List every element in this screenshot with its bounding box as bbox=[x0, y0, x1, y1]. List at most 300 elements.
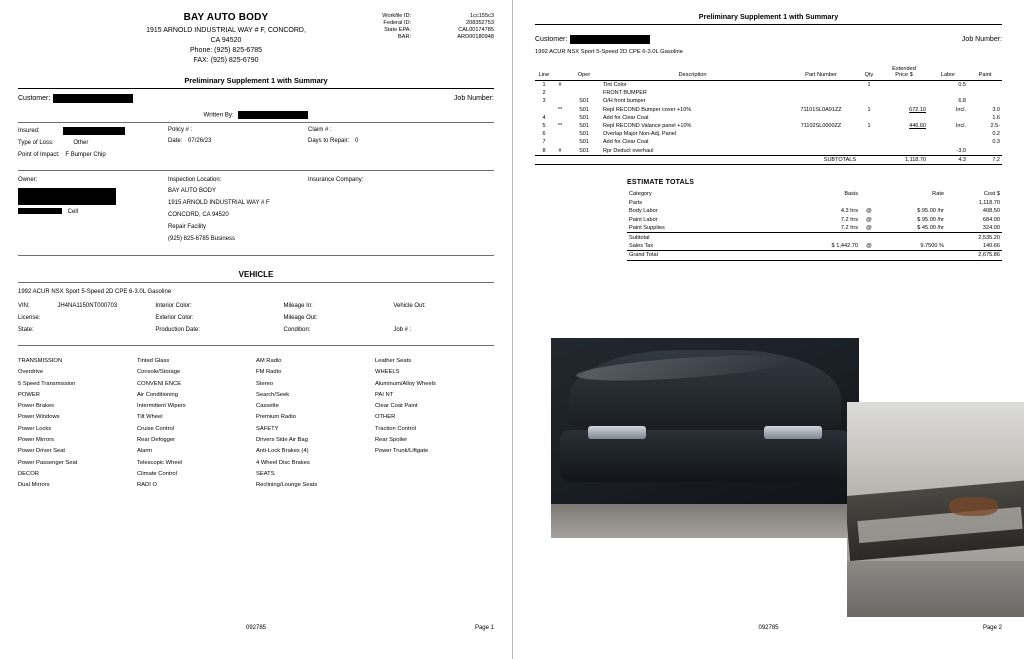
totals-category: Subtotal bbox=[629, 234, 650, 241]
owner-phone-label: Cell bbox=[67, 208, 79, 215]
cell-labor bbox=[928, 138, 968, 146]
option-item: FM Radio bbox=[256, 369, 282, 376]
option-item: SEATS bbox=[256, 470, 275, 477]
cell-paint bbox=[968, 97, 1002, 105]
options-column-3 bbox=[256, 356, 375, 492]
totals-category: Body Labor bbox=[629, 208, 658, 215]
option-item: Power Driver Seat bbox=[18, 448, 66, 455]
totals-row bbox=[627, 242, 1002, 251]
inspection-line: Repair Facility bbox=[168, 223, 207, 230]
option-item: Tinted Glass bbox=[137, 357, 170, 364]
cell-labor bbox=[928, 114, 968, 122]
col-header-extended-line2: Price $ bbox=[895, 72, 913, 78]
cell-part: 71101SL0A91ZZ bbox=[800, 106, 842, 113]
cell-qty bbox=[858, 130, 880, 138]
divider bbox=[535, 24, 1002, 25]
meta-label: State EPA: bbox=[384, 26, 412, 33]
subtotals-label: SUBTOTALS bbox=[535, 155, 858, 164]
insurance-company-label: Insurance Company: bbox=[308, 176, 364, 183]
totals-at bbox=[860, 233, 878, 242]
cell-qty bbox=[858, 114, 880, 122]
customer-name-redaction bbox=[570, 35, 650, 44]
col-header-extended bbox=[880, 65, 928, 81]
cell-oper: S01 bbox=[579, 123, 589, 130]
option-item: CONVENI ENCE bbox=[137, 380, 182, 387]
owner-block bbox=[18, 177, 168, 248]
cell-qty bbox=[858, 147, 880, 156]
table-row bbox=[535, 122, 1002, 130]
totals-rate bbox=[878, 251, 946, 260]
cell-line: 7 bbox=[542, 139, 546, 146]
cell-part bbox=[784, 138, 858, 146]
totals-rate bbox=[878, 199, 946, 207]
footer-code: 092785 bbox=[245, 625, 267, 631]
cell-hash bbox=[553, 114, 567, 122]
subtotals-extended: 1,118.70 bbox=[880, 155, 928, 164]
inspection-line: CONCORD, CA 94520 bbox=[168, 211, 229, 218]
production-date-label: Production Date: bbox=[155, 326, 201, 333]
written-by-label: Written By: bbox=[203, 111, 234, 119]
cell-hash bbox=[553, 130, 567, 138]
mileage-out-field bbox=[283, 315, 393, 323]
condition-label: Condition: bbox=[283, 326, 311, 333]
cell-line: 2 bbox=[542, 90, 546, 97]
subtotals-labor: 4.3 bbox=[928, 155, 968, 164]
subtotals-row bbox=[535, 155, 1002, 164]
totals-rate: $ 95.00 /hr bbox=[917, 208, 944, 215]
cell-paint bbox=[968, 89, 1002, 97]
option-item: Search/Seek bbox=[256, 391, 290, 398]
totals-basis: $ 1,442.70 bbox=[790, 242, 860, 251]
cell-oper: S01 bbox=[579, 139, 589, 146]
divider bbox=[18, 88, 494, 89]
interior-color-label: Interior Color: bbox=[155, 303, 192, 310]
shop-address-line-1: 1915 ARNOLD INDUSTRIAL WAY # F, CONCORD, bbox=[146, 27, 306, 34]
option-item: PAI NT bbox=[375, 391, 394, 398]
days-to-repair-label: Days to Repair: bbox=[308, 138, 350, 145]
cell-oper bbox=[567, 81, 601, 90]
cell-labor bbox=[928, 130, 968, 138]
cell-part bbox=[784, 97, 858, 105]
photo-section bbox=[535, 338, 1024, 618]
option-item: Console/Storage bbox=[137, 369, 181, 376]
meta-label: Federal ID: bbox=[383, 20, 412, 27]
table-row bbox=[535, 130, 1002, 138]
cell-paint bbox=[968, 147, 1002, 156]
cell-qty bbox=[858, 89, 880, 97]
meta-row bbox=[344, 33, 494, 40]
estimate-totals-block bbox=[627, 179, 1002, 261]
meta-value: CAL00174785 bbox=[458, 26, 494, 33]
table-row bbox=[535, 97, 1002, 105]
totals-basis bbox=[790, 251, 860, 260]
exterior-color-field bbox=[155, 315, 283, 323]
option-item: Rear Spoiler bbox=[375, 436, 408, 443]
type-of-loss-value: Other bbox=[73, 139, 89, 146]
option-item: Power Passenger Seat bbox=[18, 459, 78, 466]
written-by-redaction bbox=[238, 111, 308, 119]
options-column-4 bbox=[375, 356, 494, 492]
option-item: Rear Defogger bbox=[137, 436, 176, 443]
mileage-out-label: Mileage Out: bbox=[283, 315, 318, 322]
cell-line: 8 bbox=[535, 147, 553, 156]
production-date-field bbox=[155, 327, 283, 335]
totals-category: Paint Labor bbox=[629, 216, 658, 223]
cell-oper: S01 bbox=[579, 106, 589, 113]
photo-road-shape bbox=[551, 504, 859, 538]
vehicle-out-field bbox=[393, 303, 494, 311]
license-field bbox=[18, 315, 155, 323]
claim-col-3 bbox=[308, 127, 428, 164]
totals-header-row bbox=[627, 190, 1002, 199]
totals-at: @ bbox=[860, 242, 878, 251]
options-column-2 bbox=[137, 356, 256, 492]
page2-footer bbox=[535, 625, 1002, 631]
interior-color-field bbox=[155, 303, 283, 311]
cell-labor bbox=[928, 89, 968, 97]
workfile-meta bbox=[344, 10, 494, 40]
col-header-rate: Rate bbox=[932, 190, 944, 197]
cell-hash: # bbox=[553, 81, 567, 90]
photo-damage-spot-shape bbox=[949, 497, 997, 516]
date-value: 07/26/23 bbox=[188, 138, 212, 145]
cell-description: Tint Color bbox=[601, 81, 784, 90]
option-item: POWER bbox=[18, 391, 40, 398]
option-item: Premium Radio bbox=[256, 414, 296, 421]
totals-row bbox=[627, 199, 1002, 207]
totals-cost: 2,675.86 bbox=[946, 251, 1002, 260]
option-item: Aluminum/Alloy Wheels bbox=[375, 380, 436, 387]
claim-col-1 bbox=[18, 127, 168, 164]
owner-inspection-grid bbox=[18, 177, 494, 248]
mileage-in-label: Mileage In: bbox=[283, 303, 313, 310]
totals-row bbox=[627, 207, 1002, 215]
option-item: 5 Speed Transmission bbox=[18, 380, 76, 387]
totals-basis: 7.2 hrs bbox=[840, 216, 858, 223]
totals-category: Sales Tax bbox=[627, 242, 790, 251]
cell-extended bbox=[880, 114, 928, 122]
option-item: TRANSMISSION bbox=[18, 357, 63, 364]
page2-title: Preliminary Supplement 1 with Summary bbox=[698, 12, 839, 21]
option-item: 4 Wheel Disc Brakes bbox=[256, 459, 310, 466]
vin-label: VIN: bbox=[18, 303, 30, 310]
cell-line: 6 bbox=[542, 131, 546, 138]
vehicle-col-2 bbox=[155, 303, 283, 339]
option-item: Cassette bbox=[256, 403, 279, 410]
cell-qty bbox=[858, 97, 880, 105]
cell-labor: 6.8 bbox=[958, 98, 966, 105]
cell-hash bbox=[553, 97, 567, 105]
cell-description: O/H front bumper bbox=[603, 98, 646, 105]
license-label: License: bbox=[18, 315, 41, 322]
meta-value: ARD00180948 bbox=[457, 33, 494, 40]
option-item: Alarm bbox=[137, 448, 153, 455]
totals-basis: 4.3 hrs bbox=[840, 208, 858, 215]
totals-category: Paint Supplies bbox=[627, 224, 790, 233]
option-item: WHEELS bbox=[375, 369, 400, 376]
divider bbox=[18, 345, 494, 346]
col-header-paint: Paint bbox=[978, 72, 992, 78]
cell-hash: ** bbox=[557, 123, 563, 130]
line-items-header-row bbox=[535, 65, 1002, 81]
option-item: Intermittent Wipers bbox=[137, 403, 186, 410]
cell-extended bbox=[880, 89, 928, 97]
inspection-label: Inspection Location: bbox=[168, 176, 222, 183]
option-item: Overdrive bbox=[18, 369, 44, 376]
cell-description: FRONT BUMPER bbox=[603, 90, 647, 97]
cell-line: 3 bbox=[542, 98, 546, 105]
mileage-in-field bbox=[283, 303, 393, 311]
cell-part bbox=[784, 130, 858, 138]
totals-basis bbox=[790, 233, 860, 242]
totals-rate: 9.7500 % bbox=[878, 242, 946, 251]
type-of-loss-label: Type of Loss: bbox=[18, 139, 54, 146]
state-field bbox=[18, 327, 155, 335]
option-item: DECOR bbox=[18, 470, 39, 477]
col-header-hash bbox=[553, 65, 567, 81]
totals-cost: 324.00 bbox=[946, 224, 1002, 233]
table-row bbox=[535, 89, 1002, 97]
insurance-company-block bbox=[308, 177, 428, 248]
totals-row bbox=[627, 216, 1002, 224]
cell-description: Repl RECOND Bumper cover +10% bbox=[603, 106, 692, 113]
cell-paint: 1.6 bbox=[992, 114, 1000, 121]
cell-qty: 1 bbox=[858, 81, 880, 90]
cell-labor: Incl. bbox=[955, 106, 966, 113]
cell-hash bbox=[553, 138, 567, 146]
totals-cost: 684.00 bbox=[982, 216, 1000, 223]
cell-qty: 1 bbox=[867, 123, 871, 130]
option-item: SAFETY bbox=[256, 425, 279, 432]
divider bbox=[18, 170, 494, 171]
customer-label: Customer: bbox=[535, 36, 568, 43]
option-item: OTHER bbox=[375, 414, 396, 421]
cell-extended bbox=[880, 138, 928, 146]
vehicle-details-grid bbox=[18, 303, 494, 339]
point-of-impact-value: F Bumper Chip bbox=[65, 151, 106, 158]
col-header-basis: Basis bbox=[844, 190, 858, 197]
policy-number-field bbox=[168, 127, 308, 135]
cell-paint: 0.3 bbox=[992, 139, 1000, 146]
divider bbox=[18, 282, 494, 283]
col-header-line: Line bbox=[538, 72, 550, 78]
shop-phone: Phone: (925) 825-6785 bbox=[190, 47, 262, 55]
table-row bbox=[535, 147, 1002, 156]
totals-cost: 140.66 bbox=[946, 242, 1002, 251]
cell-part bbox=[784, 81, 858, 90]
estimate-totals-title: ESTIMATE TOTALS bbox=[627, 178, 695, 186]
cell-description: Add for Clear Coat bbox=[603, 139, 649, 146]
meta-value: 1cc155c3 bbox=[470, 13, 494, 20]
job-number-field bbox=[393, 327, 494, 335]
cell-oper: S01 bbox=[567, 147, 601, 156]
cell-hash: # bbox=[553, 147, 567, 156]
job-number-label: Job Number: bbox=[961, 36, 1002, 43]
exterior-color-label: Exterior Color: bbox=[155, 315, 194, 322]
shop-name: BAY AUTO BODY bbox=[183, 12, 269, 23]
vin-field bbox=[18, 303, 155, 311]
meta-row bbox=[344, 27, 494, 34]
claim-info-grid bbox=[18, 127, 494, 164]
inspection-line: BAY AUTO BODY bbox=[168, 188, 217, 195]
days-to-repair-value: 0 bbox=[355, 138, 359, 145]
cell-line: 1 bbox=[535, 81, 553, 90]
owner-label-row bbox=[18, 177, 168, 185]
date-label: Date: bbox=[168, 138, 183, 145]
meta-label: BAR: bbox=[398, 33, 412, 40]
written-by-row bbox=[18, 111, 494, 119]
cell-description: Repl RECOND Valance panel +10% bbox=[603, 123, 692, 130]
option-item: Power Brakes bbox=[18, 403, 55, 410]
col-header-labor: Labor bbox=[940, 72, 956, 78]
point-of-impact-label: Point of Impact: bbox=[18, 151, 60, 158]
cell-extended bbox=[880, 81, 928, 90]
option-item: Power Trunk/Liftgate bbox=[375, 448, 429, 455]
cell-hash: ** bbox=[557, 106, 563, 113]
option-item: Stereo bbox=[256, 380, 274, 387]
claim-col-2 bbox=[168, 127, 308, 164]
inspection-block bbox=[168, 177, 308, 248]
cell-description: Rpr Deduct overhaul bbox=[601, 147, 784, 156]
option-item: Air Conditioning bbox=[137, 391, 178, 398]
cell-part bbox=[784, 114, 858, 122]
subtotals-paint: 7.2 bbox=[968, 155, 1002, 164]
cell-paint: 3.0 bbox=[992, 106, 1000, 113]
owner-phone-row bbox=[18, 208, 168, 216]
customer-row bbox=[18, 94, 494, 103]
cell-labor: 0.5 bbox=[928, 81, 968, 90]
insured-label: Insured: bbox=[18, 128, 40, 135]
point-of-impact-field bbox=[18, 152, 168, 160]
shop-header bbox=[108, 10, 344, 67]
option-item: AM Radio bbox=[256, 357, 282, 364]
cell-labor: -3.0 bbox=[928, 147, 968, 156]
cell-description: Add for Clear Coat bbox=[603, 114, 649, 121]
totals-at: @ bbox=[866, 216, 872, 223]
insured-field bbox=[18, 127, 168, 136]
cell-paint bbox=[968, 81, 1002, 90]
totals-rate: $ 95.00 /hr bbox=[917, 216, 944, 223]
cell-line: 5 bbox=[542, 123, 546, 130]
cell-part bbox=[784, 147, 858, 156]
option-item: Power Windows bbox=[18, 414, 60, 421]
table-row bbox=[535, 81, 1002, 90]
totals-row bbox=[627, 233, 1002, 242]
totals-rate: $ 45.00 /hr bbox=[878, 224, 946, 233]
vehicle-options-grid bbox=[18, 356, 494, 492]
line-items-table bbox=[535, 65, 1002, 165]
state-label: State: bbox=[18, 326, 34, 333]
option-item: Drivers Side Air Bag bbox=[256, 436, 308, 443]
owner-phone-redaction bbox=[18, 208, 62, 214]
totals-row bbox=[627, 224, 1002, 233]
page1-footer bbox=[18, 625, 494, 631]
option-item: Power Locks bbox=[18, 425, 52, 432]
option-item: RADI O bbox=[137, 482, 157, 489]
inspection-line: 1915 ARNOLD INDUSTRIAL WAY # F bbox=[168, 200, 270, 207]
vehicle-section-heading: VEHICLE bbox=[238, 270, 274, 280]
cell-oper: S01 bbox=[579, 131, 589, 138]
customer-label: Customer: bbox=[18, 94, 51, 102]
front-bumper-photo bbox=[551, 338, 859, 538]
option-item: Traction Control bbox=[375, 425, 417, 432]
option-item: Tilt Wheel bbox=[137, 414, 163, 421]
vin-value: JH4NA1150NT000703 bbox=[57, 303, 118, 310]
option-item: Telescopic Wheel bbox=[137, 459, 183, 466]
cell-extended: 672.10 bbox=[909, 106, 926, 113]
option-item: Cruise Control bbox=[137, 425, 175, 432]
cell-labor: Incl. bbox=[955, 123, 966, 130]
page2-customer-row bbox=[535, 35, 1002, 44]
estimate-totals-table bbox=[627, 190, 1002, 261]
totals-cost: 2,535.20 bbox=[978, 234, 1000, 241]
cell-extended bbox=[880, 147, 928, 156]
col-header-at bbox=[860, 190, 878, 199]
job-number-sub-label: Job # : bbox=[393, 327, 412, 334]
page1-header bbox=[18, 10, 494, 67]
policy-number-label: Policy # : bbox=[168, 126, 193, 133]
inspection-line: (925) 825-6785 Business bbox=[168, 235, 236, 242]
photo-headlight-right-shape bbox=[764, 426, 822, 439]
vehicle-col-1 bbox=[18, 303, 155, 339]
col-header-description: Description bbox=[678, 72, 707, 78]
claim-number-label: Claim # : bbox=[308, 126, 332, 133]
cell-oper: S01 bbox=[579, 114, 589, 121]
shop-address-line-2: CA 94520 bbox=[210, 37, 242, 45]
page-number: Page 1 bbox=[474, 625, 494, 631]
option-item: Anti-Lock Brakes (4) bbox=[256, 448, 309, 455]
insured-redaction bbox=[63, 127, 125, 135]
bumper-damage-closeup-photo bbox=[847, 402, 1024, 617]
col-header-extended-line1: Extended bbox=[892, 66, 916, 72]
cell-extended bbox=[880, 130, 928, 138]
cell-extended bbox=[880, 97, 928, 105]
meta-label: Workfile ID: bbox=[382, 13, 412, 20]
meta-value: 208352753 bbox=[466, 20, 494, 27]
divider bbox=[18, 255, 494, 256]
claim-number-field bbox=[308, 127, 428, 135]
option-item: Power Mirrors bbox=[18, 436, 55, 443]
page1-supplement-title: Preliminary Supplement 1 with Summary bbox=[184, 75, 328, 85]
table-row bbox=[535, 106, 1002, 114]
cell-description: Overlap Major Non-Adj. Panel bbox=[603, 131, 677, 138]
owner-label: Owner: bbox=[18, 176, 38, 183]
vehicle-description: 1992 ACUR NSX Sport 5-Speed 2D CPE 6-3.0L Gasoline bbox=[18, 289, 172, 296]
cell-hash bbox=[553, 89, 567, 97]
page2-vehicle-description: 1992 ACUR NSX Sport 5-Speed 2D CPE 6-3.0L Gasoline bbox=[535, 49, 684, 55]
page-number: Page 2 bbox=[982, 625, 1002, 631]
totals-at: @ bbox=[866, 208, 872, 215]
shop-fax: FAX: (925) 825-6790 bbox=[193, 57, 259, 65]
cell-part bbox=[784, 89, 858, 97]
option-item: Dual Mirrors bbox=[18, 482, 50, 489]
cell-qty: 1 bbox=[867, 106, 871, 113]
date-field bbox=[168, 138, 308, 146]
totals-category: Grand Total bbox=[627, 251, 790, 260]
photo-floor-shape bbox=[847, 561, 1024, 617]
totals-at bbox=[860, 199, 878, 207]
col-header-part-number: Part Number bbox=[805, 72, 837, 78]
totals-at bbox=[860, 251, 878, 260]
option-item: Leather Seats bbox=[375, 357, 412, 364]
table-row bbox=[535, 138, 1002, 146]
job-number-label: Job Number: bbox=[453, 94, 494, 102]
cell-extended: 446.60 bbox=[909, 123, 926, 130]
meta-row bbox=[344, 20, 494, 27]
col-header-cost: Cost $ bbox=[983, 190, 1000, 197]
days-to-repair-field bbox=[308, 138, 428, 146]
cell-paint: 0.2 bbox=[992, 131, 1000, 138]
